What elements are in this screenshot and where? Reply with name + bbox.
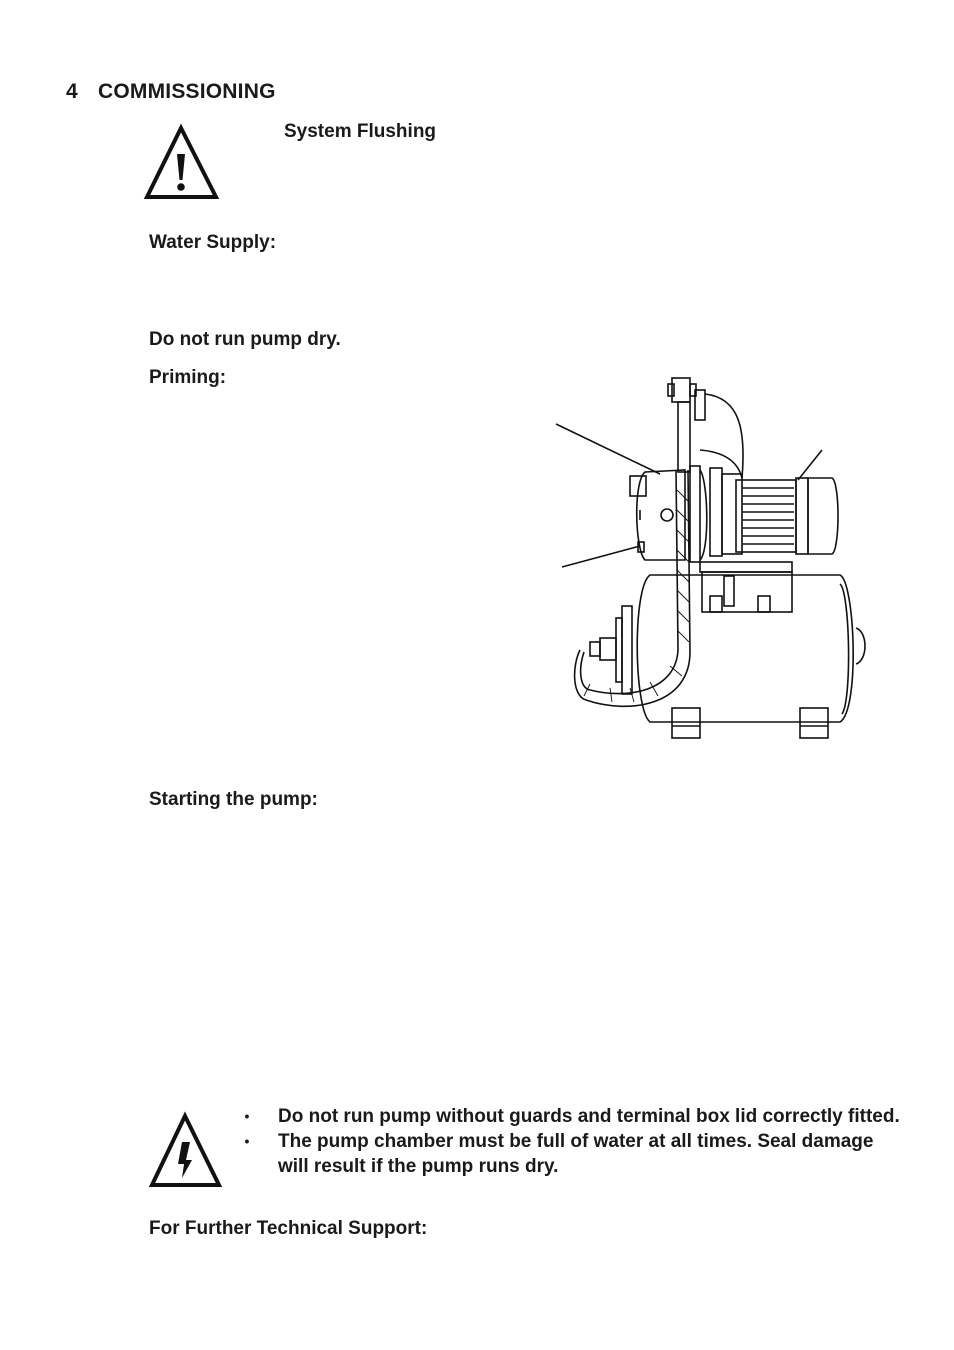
section-heading	[66, 80, 276, 104]
priming-heading: Priming:	[149, 367, 227, 388]
warning-item	[240, 1129, 900, 1179]
warning-item	[240, 1104, 900, 1129]
exclamation-warning-icon	[144, 124, 220, 200]
bullet-marker: •	[244, 1133, 250, 1149]
further-support-heading: For Further Technical Support:	[149, 1218, 428, 1239]
starting-pump-heading: Starting the pump:	[149, 789, 318, 810]
warning-list	[240, 1104, 900, 1179]
section-title: COMMISSIONING	[98, 80, 276, 103]
electric-hazard-icon	[150, 1112, 222, 1188]
warning-text: The pump chamber must be full of water at all times. Seal damage will result if the pump runs dry.	[278, 1131, 874, 1177]
warning-text: Do not run pump without guards and terminal box lid correctly fitted.	[278, 1106, 900, 1127]
do-not-run-dry-heading: Do not run pump dry.	[149, 329, 341, 350]
bullet-marker: •	[244, 1108, 250, 1124]
water-supply-heading: Water Supply:	[149, 232, 277, 253]
pump-diagram	[550, 370, 890, 745]
system-flushing-heading: System Flushing	[284, 121, 437, 142]
section-number: 4	[66, 80, 78, 103]
